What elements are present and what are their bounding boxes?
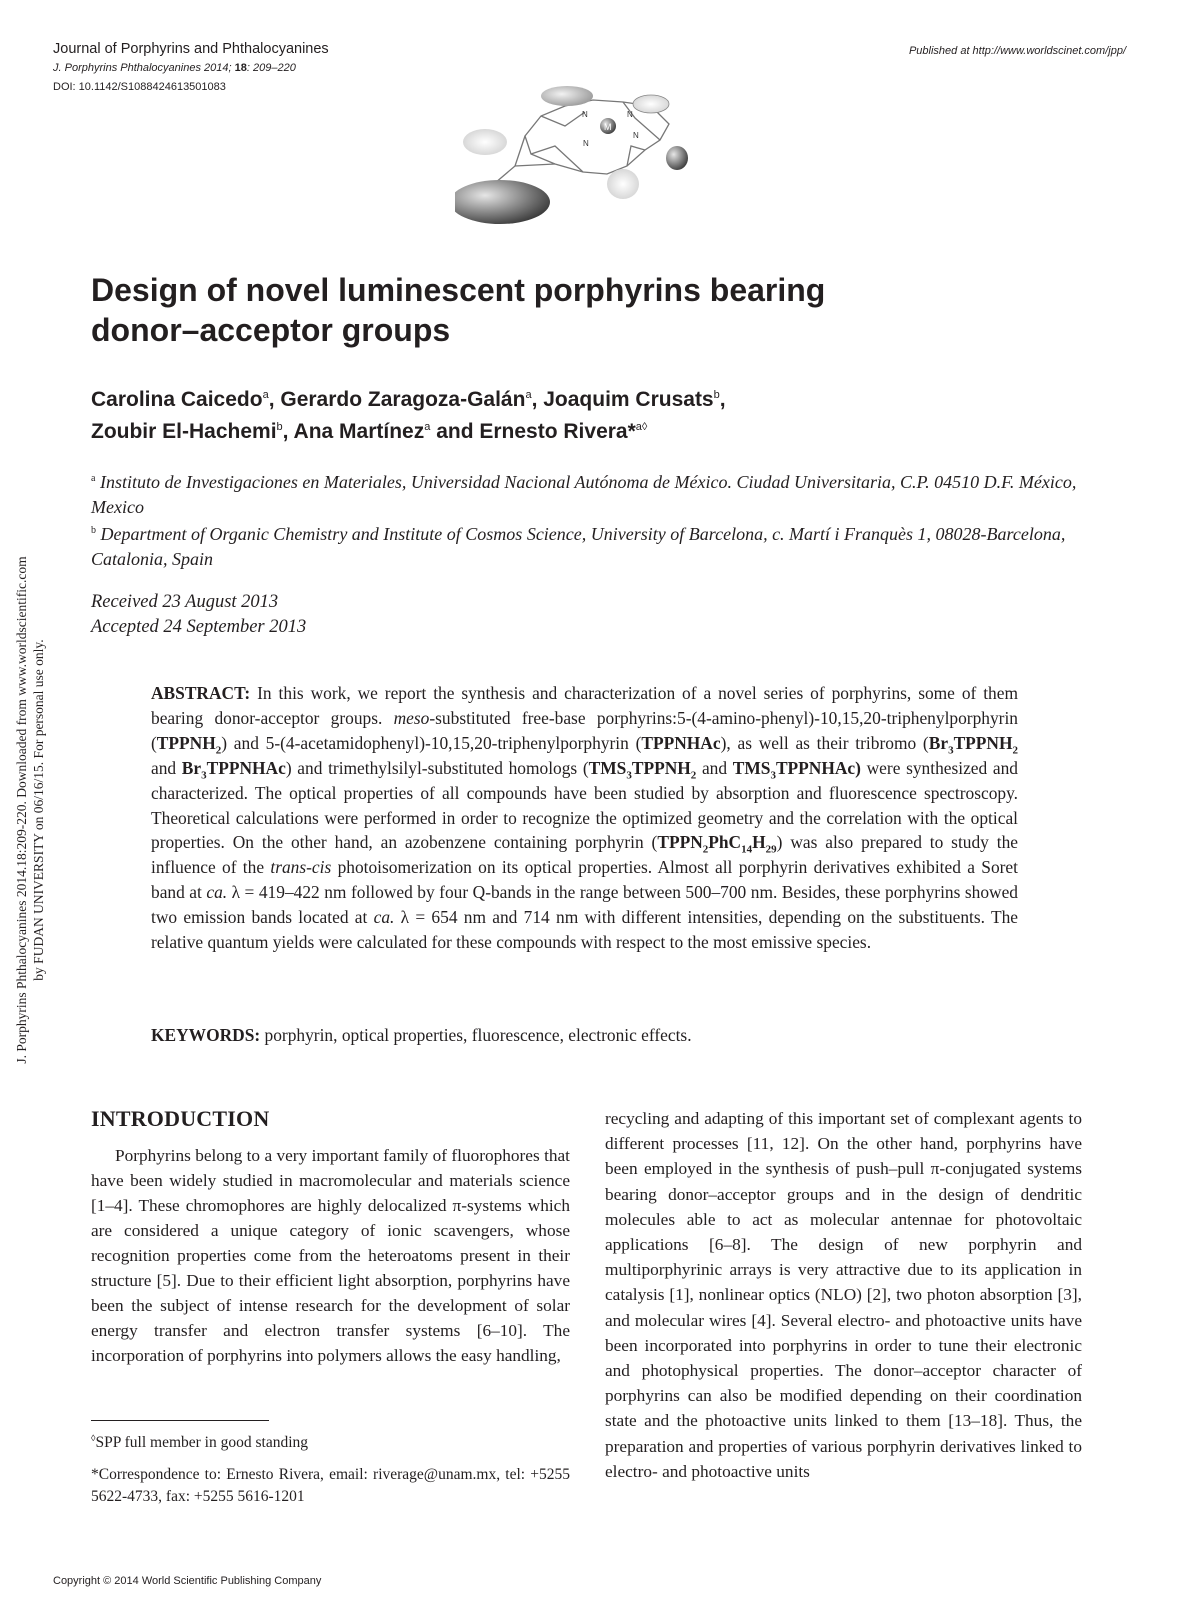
sidebar-line-1: J. Porphyrins Phthalocyanines 2014.18:209-220. Downloaded from www.worldscientific.com [14, 556, 29, 1064]
abstract-text-run: TMS [588, 757, 627, 778]
article-title [91, 270, 991, 350]
journal-name: Journal of Porphyrins and Phthalocyanines [53, 41, 329, 57]
abstract-text-run: 3 [201, 769, 207, 782]
body-column-right [605, 1106, 1082, 1484]
author: Joaquim Crusats [543, 388, 714, 411]
author-sep: and [430, 420, 480, 443]
abstract-text-run: H [752, 832, 766, 853]
abstract-text-run: λ = 419–422 nm followed by four Q-bands in the range between 500–700 nm. Besides, these porphyrins showed two emission bands located at [151, 882, 1018, 928]
abstract-text-run: 2 [215, 744, 222, 757]
abstract-text-run: 3 [770, 769, 776, 782]
citation-journal: J. Porphyrins Phthalocyanines [53, 62, 201, 74]
citation-pages: : 209–220 [246, 62, 296, 74]
abstract-text-run: ) was also prepared to study the influence of the [151, 832, 1018, 878]
abstract-text-run: 3 [626, 769, 632, 782]
abstract-text-run: and [696, 757, 733, 778]
logo-atom-n2: N [627, 110, 633, 119]
abstract [151, 681, 1018, 955]
author-affil-sup: a [424, 421, 431, 433]
copyright: Copyright © 2014 World Scientific Publishing Company [53, 1575, 322, 1587]
published-at-link[interactable]: Published at http://www.worldscinet.com/jpp/ [908, 45, 1126, 57]
abstract-text-run: ) and trimethylsilyl-substituted homologs ( [285, 757, 589, 778]
download-sidebar [0, 0, 60, 1605]
abstract-text-run: Br [181, 757, 202, 778]
body-paragraph: recycling and adapting of this important set of complexant agents to different processes [11, 12]. On the other hand, porphyrins have been employed in the synthesis of push–pull π-conjugated systems bearing donor–acceptor groups and in the design of dendritic molecules able to act as molecular antennae for photovoltaic applications [6–8]. The design of new porphyrin and multiporphyrinic arrays is very attractive due to its application in catalysis [1], nonlinear optics (NLO) [2], two photon absorption [3], and molecular wires [4]. Several electro- and photoactive units have been incorporated into porphyrins in order to tune their electronic and photophysical properties. The donor–acceptor character of porphyrins can also be modified depending on their coordination state and the photoactive units linked to them [13–18]. Thus, the preparation and properties of various porphyrin derivatives linked to electro- and photoactive units [605, 1109, 1082, 1481]
abstract-text-run: trans-cis [270, 857, 332, 878]
title-line-1: Design of novel luminescent porphyrins bearing [91, 272, 826, 308]
abstract-text-run: TPPNHAc [206, 757, 286, 778]
abstract-text-run: 2 [1012, 744, 1018, 757]
received-date: Received 23 August 2013 [91, 592, 279, 612]
author-affil-sup: a◊ [635, 421, 648, 433]
abstract-text-run: λ = 654 nm and 714 nm with different intensities, depending on the substituents. The relative quantum yields were calculated for these compounds with respect to the most emissive species. [151, 907, 1018, 953]
keywords-text: porphyrin, optical properties, fluorescence, electronic effects. [260, 1025, 692, 1045]
footnote-correspondence: *Correspondence to: Ernesto Rivera, email: riverage@unam.mx, tel: +5255 5622-4733, fax: +5255 5616-1201 [91, 1466, 570, 1505]
abstract-text-run: 2 [690, 769, 697, 782]
abstract-text-run: 2 [702, 843, 709, 856]
abstract-text-run: were synthesized and characterized. The optical properties of all compounds have been studied by absorption and fluorescence spectroscopy. Theoretical calculations were performed in order to recognize the optimized geometry and the correlation with the optical properties. On the other hand, an azobenzene containing porphyrin ( [151, 757, 1018, 853]
author-affil-sup: b [276, 421, 283, 433]
abstract-text-run: TPPNH [156, 732, 216, 753]
footnote-spp [91, 1432, 570, 1454]
abstract-text-run: meso [393, 707, 430, 728]
footnote-divider [91, 1420, 269, 1421]
author-list [91, 384, 1051, 448]
author-sep: , [719, 388, 726, 411]
affiliation-b-label: b [91, 525, 96, 536]
author-affil-sup: b [713, 389, 720, 401]
abstract-text-run: TPPNH [953, 732, 1013, 753]
abstract-text-run: In this work, we report the synthesis and characterization of a novel series of porphyrins, some of them bearing donor-acceptor groups. [151, 683, 1018, 728]
abstract-text-run: -substituted free-base porphyrins:5-(4-amino-phenyl)-10,15,20-triphenylporphyrin ( [151, 707, 1018, 753]
author-affil-sup: a [262, 389, 269, 401]
logo-atom-m: M [604, 122, 612, 132]
abstract-text-run: PhC [708, 832, 742, 853]
author-sep: , [282, 420, 294, 443]
author: Carolina Caicedo [91, 388, 263, 411]
abstract-text-run: photoisomerization on its optical properties. Almost all porphyrin derivatives exhibited a Soret band at [151, 857, 1018, 903]
abstract-text-run: ca. [206, 882, 228, 903]
citation-year: 2014; [204, 62, 232, 74]
citation-volume: 18 [234, 62, 247, 74]
author-sep: , [531, 388, 544, 411]
abstract-text-run: 29 [765, 843, 777, 856]
abstract-text-run: TPPNHAc [641, 732, 721, 753]
abstract-text-run: TMS [732, 757, 771, 778]
footnote-mark: ◊ [91, 1432, 96, 1443]
affiliation-a [91, 470, 1081, 520]
body-column-left [91, 1143, 570, 1368]
title-line-2: donor–acceptor groups [91, 312, 451, 348]
affiliation-a-label: a [91, 473, 96, 484]
author-affil-sup: a [525, 389, 532, 401]
footnote-spp-text: SPP full member in good standing [95, 1434, 309, 1451]
abstract-text-run: Br [928, 732, 949, 753]
body-paragraph: Porphyrins belong to a very important family of fluorophores that have been widely studied in macromolecular and materials science [1–4]. These chromophores are highly delocalized π-systems which are considered a unique category of ionic scavengers, whose recognition properties come from the heteroatoms present in their structure [5]. Due to their efficient light absorption, porphyrins have been the subject of intense research for the development of solar energy transfer and electron transfer systems [6–10]. The incorporation of porphyrins into polymers allows the easy handling, [91, 1146, 570, 1365]
section-heading-introduction: INTRODUCTION [91, 1106, 270, 1131]
journal-citation [53, 62, 296, 74]
porphyrin-molecule-icon [455, 80, 705, 235]
abstract-text-run: 3 [948, 744, 954, 757]
affiliation-b-text: Department of Organic Chemistry and Institute of Cosmos Science, University of Barcelona, c. Martí i Franquès 1, 08028-Barcelona, Catalonia, Spain [91, 524, 1066, 569]
keywords [151, 1023, 1018, 1048]
author: Zoubir El-Hachemi [91, 420, 277, 443]
sidebar-line-2: by FUDAN UNIVERSITY on 06/16/15. For personal use only. [31, 639, 46, 981]
logo-atom-n4: N [633, 131, 639, 140]
abstract-text-run: and [151, 757, 182, 778]
abstract-text-run: ca. [373, 907, 395, 928]
author: Ana Martínez [293, 420, 425, 443]
author: Ernesto Rivera* [479, 420, 636, 443]
affiliation-b [91, 522, 1081, 572]
abstract-text-run: TPPNH [631, 757, 691, 778]
author-sep: , [268, 388, 281, 411]
logo-atom-n1: N [582, 110, 588, 119]
abstract-text-run: 14 [741, 843, 753, 856]
accepted-date: Accepted 24 September 2013 [91, 617, 307, 637]
logo-atom-n3: N [583, 139, 589, 148]
abstract-text-run: ) and 5-(4-acetamidophenyl)-10,15,20-triphenylporphyrin ( [221, 732, 642, 753]
doi[interactable]: DOI: 10.1142/S1088424613501083 [53, 81, 226, 93]
affiliation-a-text: Instituto de Investigaciones en Materiales, Universidad Nacional Autónoma de México. Ciudad Universitaria, C.P. 04510 D.F. México, Mexico [91, 472, 1077, 517]
abstract-text-run: TPPNHAc) [775, 757, 861, 778]
keywords-label: KEYWORDS: [151, 1025, 261, 1045]
author: Gerardo Zaragoza-Galán [280, 388, 526, 411]
abstract-text-run: TPPN [657, 832, 703, 853]
abstract-label: ABSTRACT: [151, 683, 251, 703]
abstract-text-run: ), as well as their tribromo ( [720, 732, 929, 753]
